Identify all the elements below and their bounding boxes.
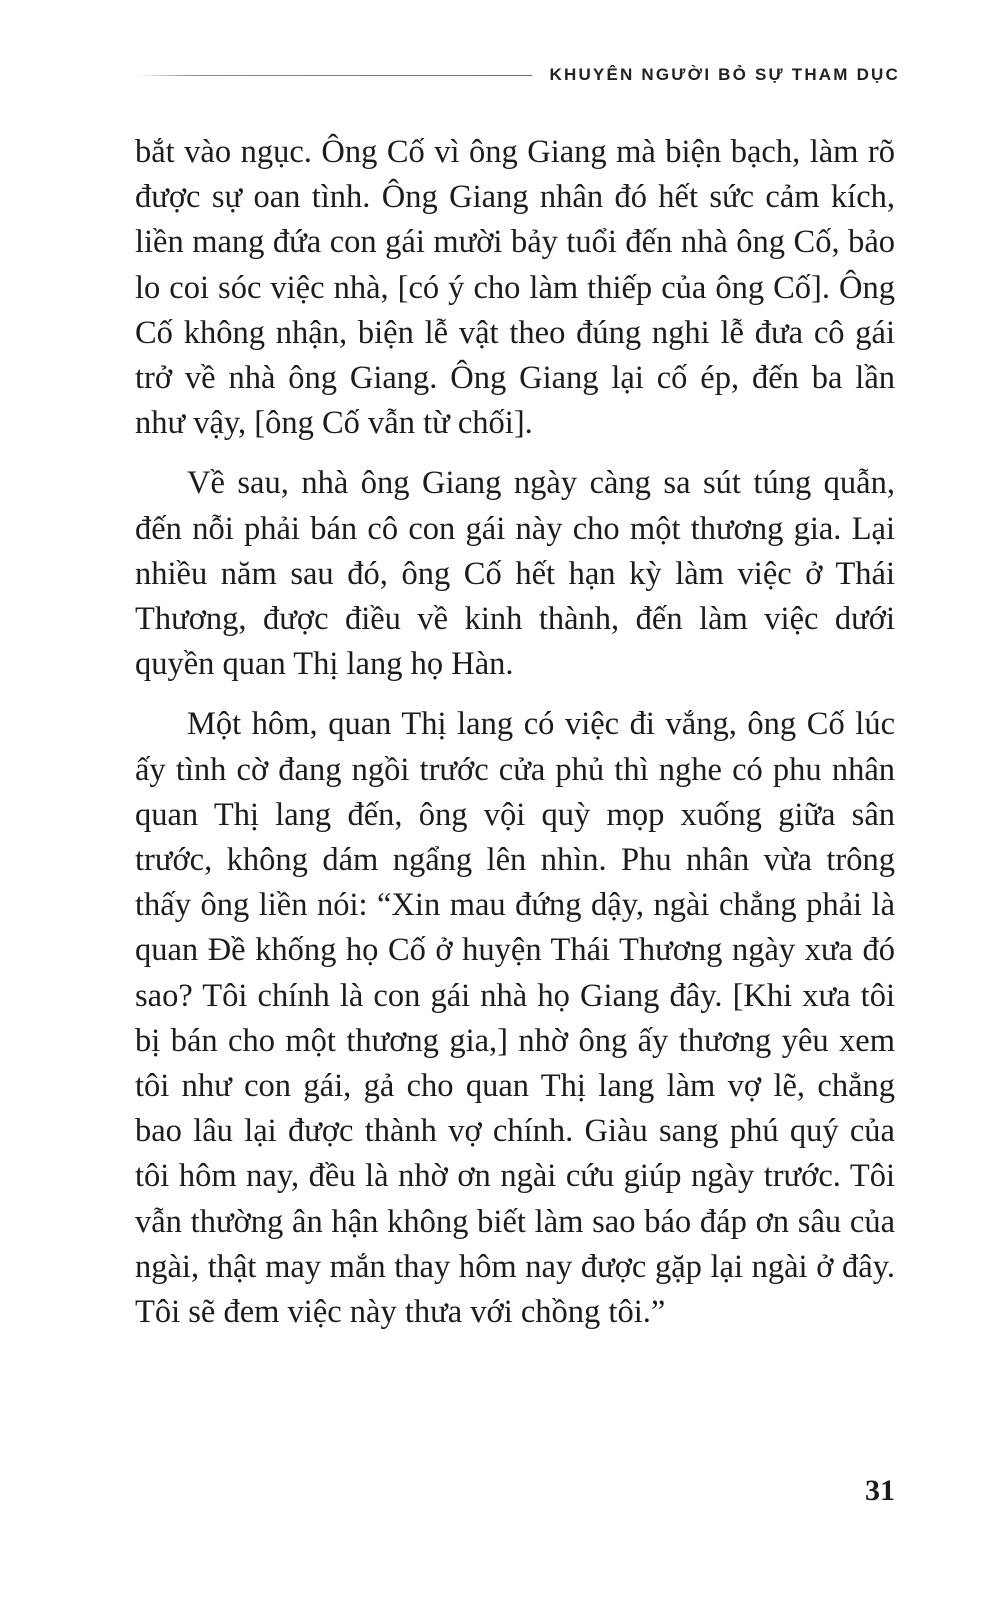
chapter-title: KHUYÊN NGƯỜI BỎ SỰ THAM DỤC bbox=[549, 65, 900, 84]
header-rule bbox=[135, 75, 532, 76]
paragraph: Về sau, nhà ông Giang ngày càng sa sút túng quẫn, đến nỗi phải bán cô con gái này cho một thương gia. Lại nhiều năm sau đó, ông Cố hết hạn kỳ làm việc ở Thái Thương, được điều về kinh thành, đến làm việc dưới quyền quan Thị lang họ Hàn. bbox=[135, 465, 895, 683]
page-number: 31 bbox=[865, 1474, 895, 1507]
paragraph: Một hôm, quan Thị lang có việc đi vắng, ông Cố lúc ấy tình cờ đang ngồi trước cửa phủ thì nghe có phu nhân quan Thị lang đến, ông vội quỳ mọp xuống giữa sân trước, không dám ngẩng lên nhìn. Phu nhân vừa trông thấy ông liền nói: “Xin mau đứng dậy, ngài chẳng phải là quan Đề khống họ Cố ở huyện Thái Thương ngày xưa đó sao? Tôi chính là con gái nhà họ Giang đây. [Khi xưa tôi bị bán cho một thương gia,] nhờ ông ấy thương yêu xem tôi như con gái, gả cho quan Thị lang làm vợ lẽ, chẳng bao lâu lại được thành vợ chính. Giàu sang phú quý của tôi hôm nay, đều là nhờ ơn ngài cứu giúp ngày trước. Tôi vẫn thường ân hận không biết làm sao báo đáp ơn sâu của ngài, thật may mắn thay hôm nay được gặp lại ngài ở đây. Tôi sẽ đem việc này thưa với chồng tôi.” bbox=[135, 706, 895, 1331]
paragraph-continuation: bắt vào ngục. Ông Cố vì ông Giang mà biện bạch, làm rõ được sự oan tình. Ông Giang nhân đó hết sức cảm kích, liền mang đứa con gái mười bảy tuổi đến nhà ông Cố, bảo lo coi sóc việc nhà, [có ý cho làm thiếp của ông Cố]. Ông Cố không nhận, biện lễ vật theo đúng nghi lễ đưa cô gái trở về nhà ông Giang. Ông Giang lại cố ép, đến ba lần như vậy, [ông Cố vẫn từ chối]. bbox=[135, 134, 895, 442]
running-header bbox=[135, 60, 900, 90]
body-text bbox=[135, 130, 895, 1350]
